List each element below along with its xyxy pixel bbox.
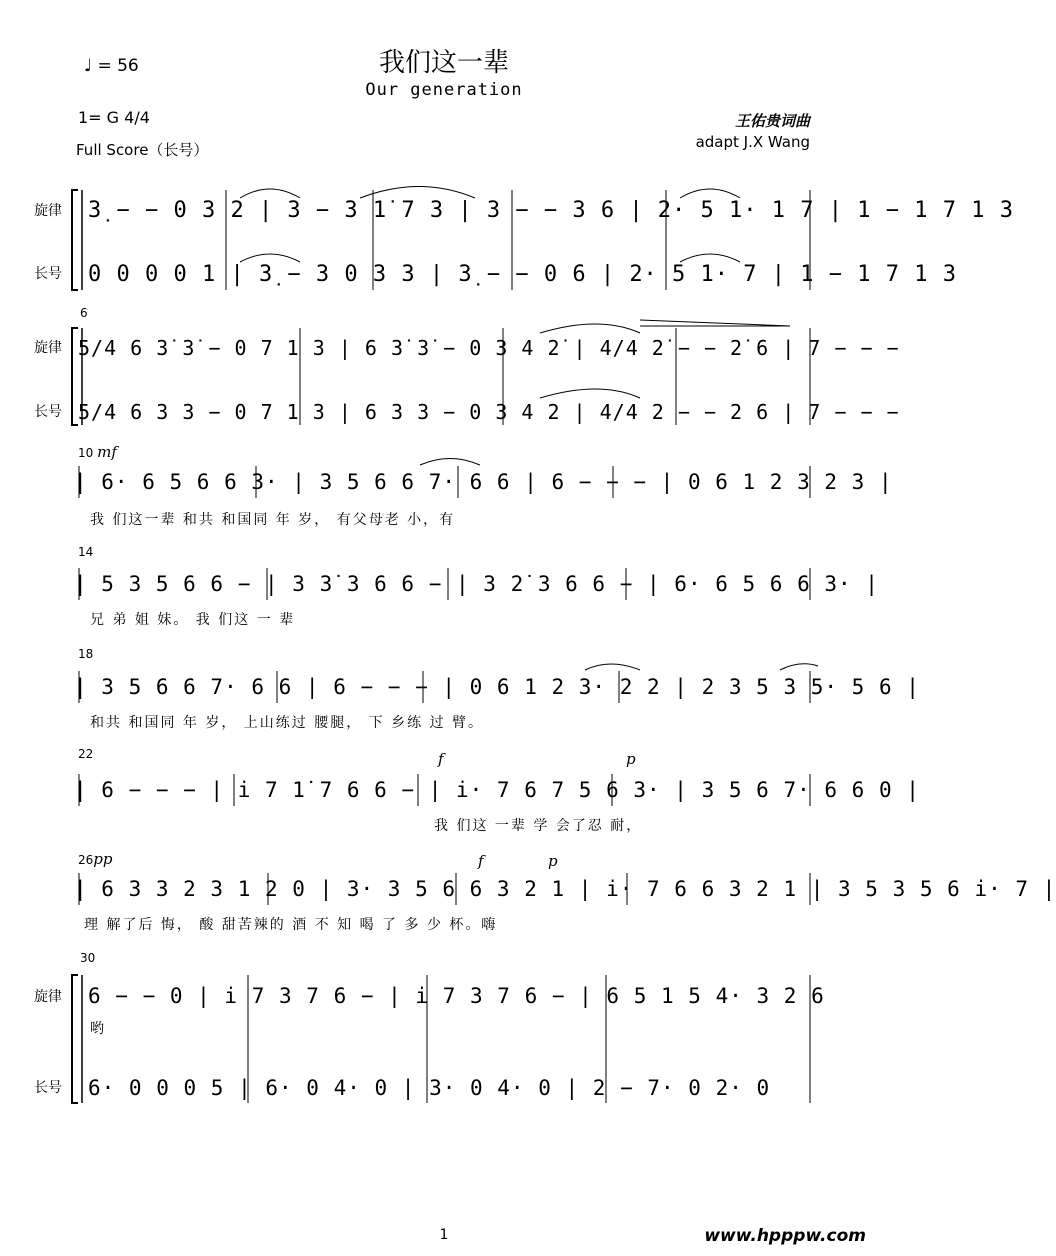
tempo-marking (84, 56, 139, 76)
site-watermark: www.hpppw.com (704, 1226, 866, 1246)
system-3-lyrics: 我 们这一辈 和共 和国同 年 岁， 有父母老 小，有 (90, 512, 456, 528)
page-title: 我们这一辈 (378, 48, 509, 78)
staff-label-trombone: 长号 (34, 1080, 62, 1096)
system-1-melody: 3̣ − − 0 3 2 | 3 − 3 1̇ 7 3 | 3 − − 3 6 | 2· 5 1· 1 7 | 1 − 1 7 1 3 (88, 198, 1014, 223)
measure-number: 14 (78, 545, 94, 559)
system-1-trombone: 0 0 0 0 1 | 3̣ − 3 0 3 3 | 3̣ − − 0 6 | 2· 5 1· 7 | 1 − 1 7 1 3 (88, 262, 957, 287)
system-7-melody: | 6 3 3 2 3 1 2 0 | 3· 3 5 6 6 3 2 1 | i· 7 6 6 3 2 1 | 3 5 3 5 6 i· 7 | (74, 877, 1056, 901)
page-number: 1 (439, 1227, 449, 1243)
system-6-melody: | 6 − − − | i 7 1̇ 7 6 6 − | i· 7 6 7 5 6 3· | 3 5 6 7· 6 6 0 | (74, 778, 920, 802)
measure-number: 10 mf (78, 443, 117, 461)
key-signature: 1= G 4/4 (78, 108, 150, 127)
staff-label-melody: 旋律 (34, 203, 62, 219)
system-3-melody: | 6· 6 5 6 6 3· | 3 5 6 6 7· 6 6 | 6 − − − | 0 6 1 2 3 2 3 | (74, 470, 893, 494)
dynamic-marking: mf (97, 443, 117, 461)
system-2-trombone: 5/4 6 3 3 − 0 7 1 3 | 6 3 3 − 0 3 4 2 | 4/4 2 − − 2 6 | 7 − − − (78, 400, 900, 424)
system-8-lyrics: 哟 (90, 1021, 106, 1037)
system-5-lyrics: 和共 和国同 年 岁， 上山练过 腰腿， 下 乡练 过 臂。 (90, 715, 485, 731)
staff-label-trombone: 长号 (34, 266, 62, 282)
staff-label-melody: 旋律 (34, 989, 62, 1005)
dynamic-marking: pp (93, 850, 113, 868)
staff-label-trombone: 长号 (34, 404, 62, 420)
dynamic-marking: p (626, 750, 636, 768)
system-5-melody: | 3 5 6 6 7· 6 6 | 6 − − − | 0 6 1 2 3· 2 2 | 2 3 5 3 5· 5 6 | (74, 675, 920, 699)
composer-credit: 王佑贵词曲 (734, 112, 810, 130)
dynamic-marking: f (438, 750, 444, 768)
dynamic-marking: f (478, 852, 484, 870)
system-2-melody: 5/4 6 3̇ 3̇ − 0 7 1 3 | 6 3̇ 3̇ − 0 3 4 2̇ | 4/4 2̇ − − 2̇ 6 | 7 − − − (78, 336, 900, 360)
score-label: Full Score（长号） (76, 141, 209, 159)
measure-number: 6 (80, 306, 88, 320)
staff-label-melody: 旋律 (34, 340, 62, 356)
tempo-value: = 56 (97, 56, 139, 76)
system-4-lyrics: 兄 弟 姐 妹。 我 们这 一 辈 (90, 612, 296, 628)
bracket-system-1 (72, 190, 78, 290)
measure-number: 30 (80, 951, 96, 965)
quarter-note-icon: ♩ (84, 56, 93, 76)
measure-number: 26pp (78, 850, 113, 868)
system-6-lyrics: 我 们这 一辈 学 会了忍 耐， (434, 818, 643, 834)
page-subtitle: Our generation (365, 80, 523, 100)
system-4-melody: | 5 3 5 6 6 − | 3 3̇ 3 6 6 − | 3 2̇ 3 6 6 − | 6· 6 5 6 6 3· | (74, 572, 879, 596)
measure-number: 18 (78, 647, 94, 661)
system-7-lyrics: 理 解了后 悔， 酸 甜苦辣的 酒 不 知 喝 了 多 少 杯。嗨 (84, 917, 498, 933)
adapter-credit: adapt J.X Wang (695, 133, 810, 151)
dynamic-marking: p (548, 852, 558, 870)
system-8-trombone: 6· 0 0 0 5 | 6· 0 4· 0 | 3· 0 4· 0 | 2 − 7· 0 2· 0 (88, 1076, 771, 1100)
system-8-melody: 6 − − 0 | i 7 3 7 6 − | i 7 3 7 6 − | 6 5 1 5 4· 3 2 6 (88, 984, 825, 1008)
measure-number: 22 (78, 747, 94, 761)
bracket-system-8 (72, 975, 78, 1103)
